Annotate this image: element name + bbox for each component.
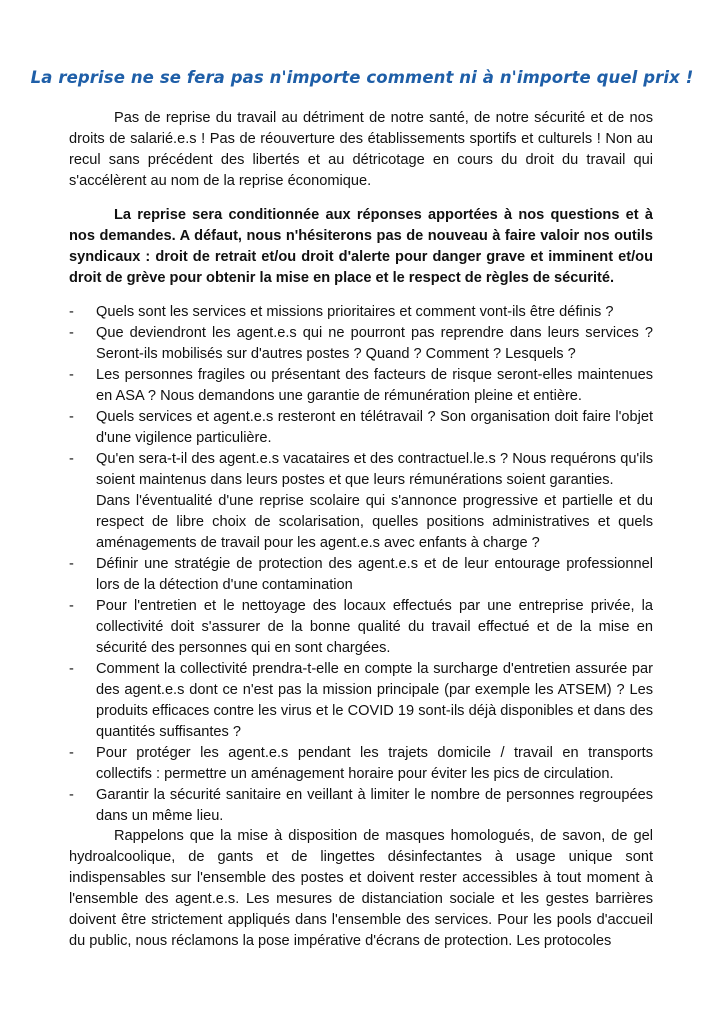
bullet-dash: - xyxy=(69,598,74,614)
list-item: - Que deviendront les agent.e.s qui ne pourront pas reprendre dans leurs services ? Seront-ils mobilisés sur d'autres postes ? Quand ? Comment ? Lesquels ? xyxy=(69,325,653,362)
bullet-dash: - xyxy=(69,304,74,320)
bullet-dash: - xyxy=(69,661,74,677)
bullet-dash: - xyxy=(69,409,74,425)
list-item-extra: Dans l'éventualité d'une reprise scolaire qui s'annonce progressive et partielle et du respect de libre choix de scolarisation, quelles positions administratives et quels aménagements de travail pour les agent.e.s avec enfants à charge ? xyxy=(96,493,653,551)
closing-paragraph xyxy=(69,826,653,952)
list-item: - Les personnes fragiles ou présentant des facteurs de risque seront-elles maintenues en ASA ? Nous demandons une garantie de rémunération pleine et entière. xyxy=(69,367,653,404)
list-item: - Qu'en sera-t-il des agent.e.s vacataires et des contractuel.le.s ? Nous requérons qu'ils soient maintenus dans leurs postes et que leurs rémunérations soient garanties. Dans l'éventualité d'une reprise scolaire qui s'annonce progressive et partielle et du respect de libre choix de scolarisation, quelles positions administratives et quels aménagements de travail pour les agent.e.s avec enfants à charge ? xyxy=(69,449,653,554)
list-item: - Quels sont les services et missions prioritaires et comment vont-ils être définis ? xyxy=(69,302,653,323)
list-item: - Garantir la sécurité sanitaire en veillant à limiter le nombre de personnes regroupées dans un même lieu. xyxy=(69,787,653,824)
conditions-paragraph xyxy=(69,205,653,289)
list-item: - Pour protéger les agent.e.s pendant les trajets domicile / travail en transports collectifs : permettre un aménagement horaire pour éviter les pics de circulation. xyxy=(69,745,653,782)
bullet-dash: - xyxy=(69,556,74,572)
questions-list xyxy=(69,302,653,827)
list-item: - Définir une stratégie de protection des agent.e.s et de leur entourage professionnel lors de la détection d'une contamination xyxy=(69,556,653,593)
bullet-dash: - xyxy=(69,787,74,803)
bullet-dash: - xyxy=(69,745,74,761)
list-item: - Pour l'entretien et le nettoyage des locaux effectués par une entreprise privée, la collectivité doit s'assurer de la bonne qualité du travail effectué et de la mise en sécurité des personnes qui en sont chargées. xyxy=(69,598,653,656)
page-title: La reprise ne se fera pas n'importe comment ni à n'importe quel prix ! xyxy=(30,68,694,87)
list-item: - Quels services et agent.e.s resteront en télétravail ? Son organisation doit faire l'objet d'une vigilence particulière. xyxy=(69,409,653,446)
closing-text: Rappelons que la mise à disposition de masques homologués, de savon, de gel hydroalcoolique, de gants et de lingettes désinfectantes à usage unique sont indispensables sur l'ensemble des postes et doivent rester accessibles à tout moment à l'ensemble des agent.e.s. Les mesures de distanciation sociale et les gestes barrières doivent être strictement appliqués dans l'ensemble des services. Pour les pools d'accueil du public, nous réclamons la pose impérative d'écrans de protection. Les protocoles xyxy=(69,828,653,949)
list-item: - Comment la collectivité prendra-t-elle en compte la surcharge d'entretien assurée par des agent.e.s dont ce n'est pas la mission principale (par exemple les ATSEM) ? Les produits efficaces contre les virus et le COVID 19 sont-ils déjà disponibles et dans des quantités suffisantes ? xyxy=(69,661,653,740)
bullet-dash: - xyxy=(69,451,74,467)
bullet-dash: - xyxy=(69,325,74,341)
intro-text: Pas de reprise du travail au détriment de notre santé, de notre sécurité et de nos droits de salarié.e.s ! Pas de réouverture des établissements sportifs et culturels ! Non au recul sans précédent des libertés et au détricotage en cours du droit du travail qui s'accélèrent au nom de la reprise économique. xyxy=(69,110,653,189)
intro-paragraph xyxy=(69,108,653,192)
bullet-dash: - xyxy=(69,367,74,383)
conditions-text: La reprise sera conditionnée aux réponses apportées à nos questions et à nos demandes. A défaut, nous n'hésiterons pas de nouveau à faire valoir nos outils syndicaux : droit de retrait et/ou droit d'alerte pour danger grave et imminent et/ou droit de grève pour obtenir la mise en place et le respect de règles de sécurité. xyxy=(69,207,653,286)
